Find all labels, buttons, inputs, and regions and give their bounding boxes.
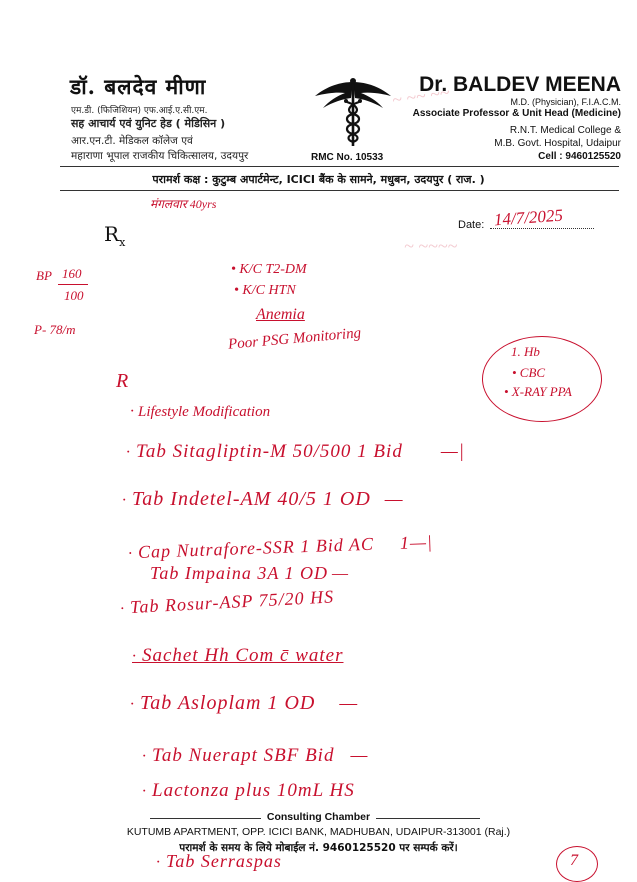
date-label: Date: (458, 219, 485, 231)
medication-item: · Sachet Hh Com c̄ water (132, 645, 344, 666)
medication-item: · Tab Indetel-AM 40/5 1 OD — (122, 488, 404, 510)
header-divider-bottom (60, 190, 619, 191)
bp-label: BP (36, 268, 52, 283)
hospital-hindi: महाराणा भूपाल राजकीय चिकित्सालय, उदयपुर (71, 150, 249, 162)
hospital-english: M.B. Govt. Hospital, Udaipur (494, 138, 621, 149)
footer-appointment-note: परामर्श के समय के लिये मोबाईल नं. 9460125520 पर सम्पर्क करें। (179, 842, 458, 854)
history-item: • K/C HTN (234, 283, 296, 298)
medication-item: · Tab Rosur-ASP 75/20 HS (119, 586, 335, 618)
doctor-degree-hindi: एम.डी. (फिजिशियन) एफ.आई.ए.सी.एम. (71, 106, 208, 116)
rmc-number: RMC No. 10533 (311, 152, 384, 163)
history-item: • K/C T2-DM (231, 262, 307, 277)
patient-note: मंगलवार 40yrs (150, 197, 217, 211)
doctor-designation-hindi: सह आचार्य एवं युनिट हेड ( मेडिसिन ) (71, 117, 226, 130)
bleed-through-mark: ~ ~~~~ (404, 236, 458, 256)
investigation-item: • X-RAY PPA (504, 384, 572, 399)
medication-item: · Tab Asloplam 1 OD — (130, 692, 359, 714)
investigation-item: 1. Hb (511, 344, 540, 359)
history-item: Poor PSG Monitoring (227, 325, 362, 353)
caduceus-logo (313, 76, 393, 148)
cell-number: Cell : 9460125520 (538, 151, 621, 162)
bp-fraction-line (58, 284, 88, 285)
footer-title: Consulting Chamber (0, 811, 637, 823)
consulting-room-address: परामर्श कक्ष : कुटुम्ब अपार्टमेन्ट, ICICI बैंक के सामने, मधुबन, उदयपुर ( राज. ) (152, 173, 485, 186)
college-hindi: आर.एन.टी. मेडिकल कॉलेज एवं (71, 135, 193, 147)
bp-diastolic: 100 (64, 288, 84, 303)
footer-address: KUTUMB APARTMENT, OPP. ICICI BANK, MADHUBAN, UDAIPUR-313001 (Raj.) (126, 826, 511, 838)
medication-item: · Lactonza plus 10mL HS (142, 780, 355, 801)
doctor-designation-english: Associate Professor & Unit Head (Medicine) (412, 108, 621, 119)
medication-item: · Cap Nutrafore-SSR 1 Bid AC 1—| (127, 531, 434, 563)
medication-item: · Lifestyle Modification (130, 403, 271, 420)
medication-item: Tab Impaina 3A 1 OD — (150, 563, 350, 583)
date-value: 14/7/2025 (493, 205, 564, 230)
doctor-degree-english: M.D. (Physician), F.I.A.C.M. (510, 97, 621, 107)
history-item: Anemia (256, 306, 305, 323)
investigation-item: • CBC (512, 365, 546, 380)
college-english: R.N.T. Medical College & (509, 125, 621, 136)
doctor-name-hindi: डॉ. बलदेव मीणा (70, 74, 207, 99)
header-divider-top (60, 166, 619, 167)
bp-systolic: 160 (62, 266, 82, 281)
pulse-reading: P- 78/m (34, 322, 76, 337)
medication-item: · Tab Serraspas (156, 851, 282, 871)
bleed-through-mark: ~ ~~ ~~ (390, 82, 451, 110)
rx-symbol: $R_x$ (104, 222, 126, 249)
doctor-name-english: Dr. BALDEV MEENA (419, 73, 621, 96)
medication-item: · Tab Sitagliptin-M 50/500 1 Bid —| (126, 441, 465, 462)
page-number: 7 (570, 852, 578, 869)
medication-item: · Tab Nuerapt SBF Bid — (142, 745, 369, 766)
advice-header: R (116, 370, 129, 392)
